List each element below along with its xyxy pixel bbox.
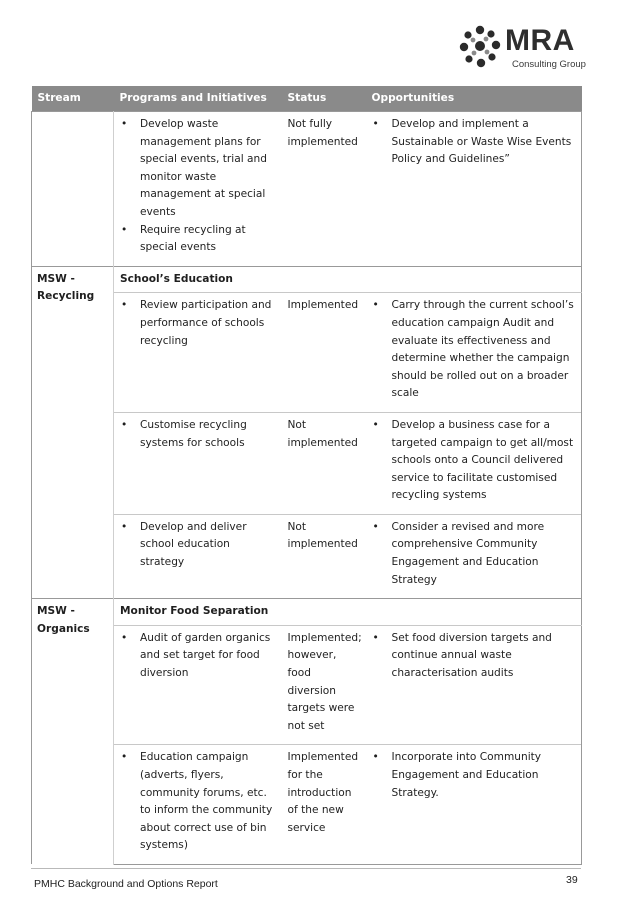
logo-subtitle: Consulting Group bbox=[512, 59, 586, 70]
program-item: • Develop and deliver school education strategy bbox=[114, 519, 276, 572]
opportunity-item: • Consider a revised and more comprehensive Community Engagement and Education Strategy bbox=[366, 519, 576, 589]
program-item: • Audit of garden organics and set target for food diversion bbox=[114, 630, 276, 683]
footer-report-title: PMHC Background and Options Report bbox=[34, 878, 218, 890]
opportunities-cell bbox=[366, 745, 582, 865]
status-cell: Implemented for the introduction of the new service bbox=[282, 745, 366, 865]
table-row bbox=[32, 293, 582, 413]
footer-page-number: 39 bbox=[566, 874, 578, 886]
header-status: Status bbox=[282, 86, 366, 112]
programs-cell bbox=[114, 412, 282, 514]
header-programs: Programs and Initiatives bbox=[114, 86, 282, 112]
program-item: • Education campaign (adverts, flyers, community forums, etc. to inform the community about correct use of bin systems) bbox=[114, 749, 276, 855]
stream-cell bbox=[32, 112, 114, 267]
opportunities-cell bbox=[366, 625, 582, 745]
status-cell: Implemented bbox=[287, 299, 359, 312]
programs-table bbox=[31, 86, 582, 865]
opportunity-item: • Develop a business case for a targeted campaign to get all/most schools onto a Council delivered service to facilitate customised recycling systems bbox=[366, 417, 576, 505]
programs-cell bbox=[114, 745, 282, 865]
status-cell: Implemented; however, food diversion targets were not set bbox=[287, 631, 362, 732]
programs-cell bbox=[114, 625, 282, 745]
mra-logo bbox=[455, 22, 590, 74]
section-heading-row bbox=[32, 599, 582, 626]
opportunity-item: • Carry through the current school’s education campaign Audit and evaluate its effectiveness and determine whether the campaign should be rolled out on a broader scale bbox=[366, 297, 576, 403]
programs-cell bbox=[114, 293, 282, 413]
program-item: • Review participation and performance of schools recycling bbox=[114, 297, 276, 350]
table-row bbox=[32, 745, 582, 865]
table-header-row bbox=[32, 86, 582, 112]
opportunities-cell bbox=[366, 293, 582, 413]
opportunity-item: • Develop and implement a Sustainable or Waste Wise Events Policy and Guidelines” bbox=[366, 116, 576, 169]
logo-brand-text: MRA bbox=[505, 24, 575, 57]
table-row bbox=[32, 112, 582, 267]
table-row bbox=[32, 625, 582, 745]
footer-divider bbox=[31, 868, 581, 869]
stream-cell: MSW - Recycling bbox=[32, 266, 114, 599]
program-item: • Customise recycling systems for schools bbox=[114, 417, 276, 452]
programs-cell bbox=[114, 514, 282, 598]
opportunities-cell bbox=[366, 514, 582, 598]
table-row bbox=[32, 412, 582, 514]
status-cell: Not implemented bbox=[282, 514, 366, 598]
opportunity-item: • Set food diversion targets and continue annual waste characterisation audits bbox=[366, 630, 576, 683]
program-item: • Require recycling at special events bbox=[114, 222, 276, 257]
status-cell: Not implemented bbox=[282, 412, 366, 514]
section-subheading: Monitor Food Separation bbox=[114, 599, 582, 626]
programs-cell bbox=[114, 112, 282, 267]
stream-cell: MSW - Organics bbox=[32, 599, 114, 865]
program-item: • Develop waste management plans for special events, trial and monitor waste management at special events bbox=[114, 116, 276, 222]
opportunities-cell bbox=[366, 412, 582, 514]
opportunities-cell bbox=[366, 112, 582, 267]
header-opportunities: Opportunities bbox=[366, 86, 582, 112]
section-subheading: School’s Education bbox=[114, 266, 582, 293]
status-cell: Not fully implemented bbox=[282, 112, 366, 267]
header-stream: Stream bbox=[32, 86, 114, 112]
section-heading-row bbox=[32, 266, 582, 293]
opportunity-item: • Incorporate into Community Engagement and Education Strategy. bbox=[366, 749, 576, 802]
mra-logo-icon bbox=[455, 22, 505, 74]
table-row bbox=[32, 514, 582, 598]
